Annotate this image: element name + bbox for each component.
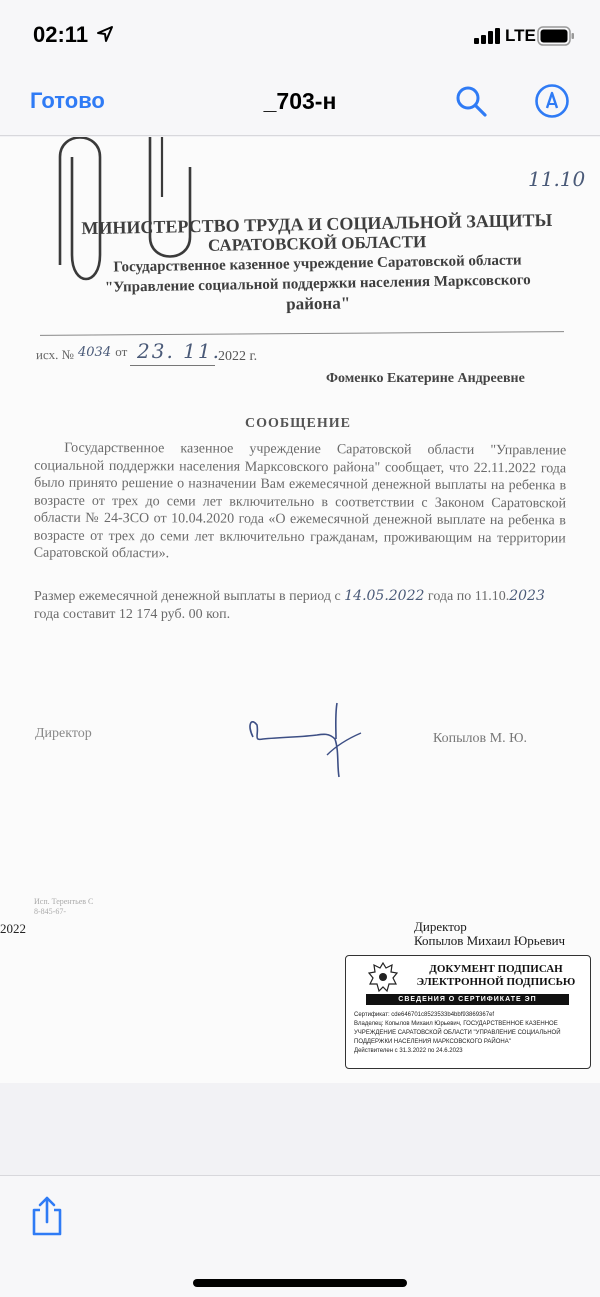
stamp-owner: Владелец: Копылов Михаил Юрьевич, ГОСУДАРСТВЕННОЕ КАЗЕННОЕ УЧРЕЖДЕНИЕ САРАТОВСКОЙ ОБЛАСТИ "УПРАВЛЕНИЕ СОЦИАЛЬНОЙ ПОДДЕРЖКИ НАСЕЛЕНИЯ МАРКСОВСКОГО РАЙОНА" bbox=[354, 1021, 561, 1045]
status-time: 02:11 bbox=[33, 22, 89, 47]
stamp-title bbox=[408, 963, 584, 989]
ministry-line: района" bbox=[286, 293, 351, 314]
status-bar bbox=[0, 0, 600, 70]
ministry-line: МИНИСТЕРСТВО ТРУДА И СОЦИАЛЬНОЙ ЗАЩИТЫ bbox=[81, 209, 553, 239]
recipient-name: Фоменко Екатерине Андреевне bbox=[326, 371, 525, 386]
battery-icon bbox=[537, 26, 575, 46]
amount-prefix: Размер ежемесячной денежной выплаты в период с bbox=[34, 589, 341, 604]
ministry-header bbox=[49, 209, 586, 318]
director-title: Директор bbox=[35, 726, 92, 741]
executor-line: 8-845-67- bbox=[34, 907, 66, 916]
stamp-info bbox=[354, 1011, 586, 1056]
signature bbox=[243, 699, 373, 781]
nav-bar bbox=[0, 70, 600, 136]
outgoing-from: от bbox=[115, 344, 128, 359]
e-signature-stamp bbox=[345, 955, 591, 1069]
stamp-certificate: Сертификат: cde646701c8523533b4bbf93869367ef bbox=[354, 1012, 495, 1018]
amount-suffix: года составит 12 174 руб. 00 коп. bbox=[34, 606, 231, 622]
share-icon[interactable] bbox=[30, 1196, 64, 1236]
outgoing-year: 2022 г. bbox=[218, 349, 258, 364]
stamp-title-line: ДОКУМЕНТ ПОДПИСАН bbox=[429, 963, 563, 975]
search-icon[interactable] bbox=[454, 84, 488, 118]
ministry-line: "Управление социальной поддержки населения Марксовского bbox=[104, 272, 531, 296]
director-name: Копылов М. Ю. bbox=[433, 731, 527, 746]
coat-of-arms-icon bbox=[366, 960, 400, 994]
network-label: LTE bbox=[505, 26, 536, 45]
outgoing-number-value: 4034 bbox=[78, 345, 112, 360]
amount-end-year: 2023 bbox=[509, 588, 545, 604]
ministry-line: САРАТОВСКОЙ ОБЛАСТИ bbox=[207, 232, 427, 255]
outgoing-number bbox=[78, 344, 127, 360]
stamp-title-line: ЭЛЕКТРОННОЙ ПОДПИСЬЮ bbox=[416, 976, 576, 988]
executor-line: Исп. Терентьев С bbox=[34, 897, 94, 906]
date-underline bbox=[130, 365, 215, 366]
outgoing-date: 23. 11. bbox=[137, 339, 221, 363]
document-heading: СООБЩЕНИЕ bbox=[245, 416, 351, 431]
signal-bars-icon bbox=[474, 28, 500, 44]
e-signature-signer bbox=[414, 920, 565, 948]
stamp-valid: Действителен с 31.3.2022 по 24.6.2023 bbox=[354, 1048, 463, 1054]
header-divider bbox=[40, 331, 564, 336]
executor-note bbox=[34, 897, 93, 917]
done-button[interactable]: Готово bbox=[30, 88, 105, 113]
document-page[interactable] bbox=[0, 137, 600, 1083]
outgoing-prefix: исх. № bbox=[35, 346, 75, 363]
location-arrow-icon bbox=[96, 25, 114, 43]
amount-start: 14.05.2022 bbox=[344, 588, 425, 604]
bottom-toolbar bbox=[0, 1175, 600, 1297]
ministry-line: Государственное казенное учреждение Саратовской области bbox=[113, 252, 522, 276]
edge-year: 2022 bbox=[0, 921, 26, 936]
signer-full-name: Копылов Михаил Юрьевич bbox=[414, 933, 566, 948]
stamp-band: СВЕДЕНИЯ О СЕРТИФИКАТЕ ЭП bbox=[366, 994, 569, 1005]
signer-title: Директор bbox=[414, 919, 467, 934]
amount-paragraph bbox=[34, 588, 566, 623]
handwritten-mark: 11.10 bbox=[528, 167, 586, 191]
page-title: _703-н bbox=[263, 88, 337, 114]
body-paragraph: Государственное казенное учреждение Саратовской области "Управление социальной поддержки населения Марксовского района" сообщает, что 22.11.2022 года было принято решение о назначении Вам ежемесячной денежной выплаты на ребенка в возрасте от трех до семи лет включительно в соответствии с Законом Саратовской области № 24-ЗСО от 10.04.2020 года «О ежемесячной денежной выплате на ребенка в возрасте от трех до семи лет включительно гражданам, проживающим на территории Саратовской области». bbox=[33, 440, 567, 562]
amount-middle: года по 11.10. bbox=[427, 589, 510, 604]
markup-pen-icon[interactable] bbox=[534, 83, 570, 119]
home-indicator bbox=[193, 1279, 407, 1287]
